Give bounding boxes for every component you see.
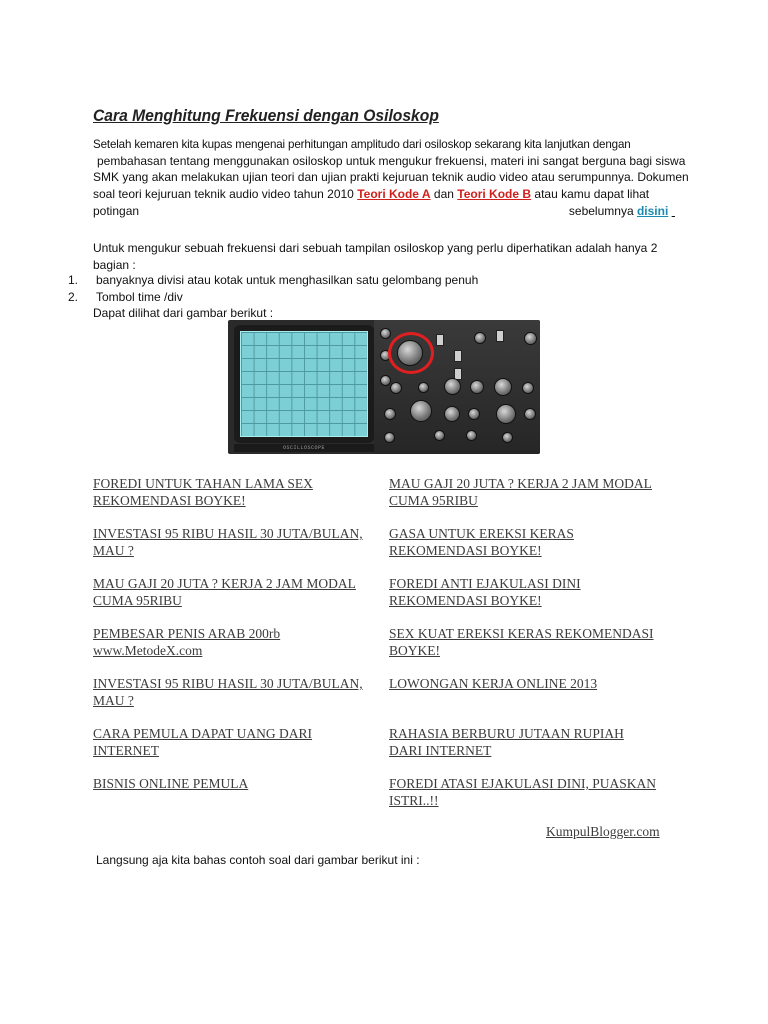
teori-kode-a-link[interactable]: Teori Kode A: [357, 187, 431, 201]
ad-link[interactable]: FOREDI ATASI EJAKULASI DINI, PUASKAN ISTRI..!!: [389, 776, 657, 808]
underscore-text: [672, 204, 675, 218]
list-item: Tombol time /div: [96, 290, 183, 304]
knob-icon: [410, 400, 432, 422]
closing-text: Langsung aja kita bahas contoh soal dari gambar berikut ini :: [96, 853, 420, 867]
intro-text: potingan: [93, 204, 140, 218]
knob-icon: [444, 406, 460, 422]
intro-text: dan: [433, 187, 454, 201]
disini-link[interactable]: disini: [636, 204, 669, 218]
second-paragraph: [93, 240, 675, 273]
para2-line: Untuk mengukur sebuah frekuensi dari sebuah tampilan osiloskop yang perlu diperhatikan adalah hanya 2: [93, 241, 658, 255]
ad-credit-link[interactable]: KumpulBlogger.com: [546, 824, 660, 839]
knob-icon: [468, 408, 480, 420]
knob-icon: [390, 382, 402, 394]
figure-caption: Dapat dilihat dari gambar berikut :: [93, 306, 274, 320]
knob-icon: [474, 332, 486, 344]
ad-link[interactable]: INVESTASI 95 RIBU HASIL 30 JUTA/BULAN, MAU ?: [93, 526, 363, 558]
knob-icon: [496, 404, 516, 424]
knob-icon: [470, 380, 484, 394]
ad-link[interactable]: CARA PEMULA DAPAT UANG DARI INTERNET: [93, 726, 313, 758]
ad-link[interactable]: MAU GAJI 20 JUTA ? KERJA 2 JAM MODAL CUMA 95RIBU: [389, 476, 652, 508]
ad-link[interactable]: RAHASIA BERBURU JUTAAN RUPIAH DARI INTERNET: [389, 726, 624, 758]
ad-link[interactable]: SEX KUAT EREKSI KERAS REKOMENDASI BOYKE!: [389, 626, 654, 658]
knob-icon: [384, 432, 395, 443]
ad-link[interactable]: GASA UNTUK EREKSI KERAS REKOMENDASI BOYKE!: [389, 526, 574, 558]
list-number: 1.: [68, 273, 79, 287]
knob-icon: [502, 432, 513, 443]
intro-paragraph: [93, 137, 689, 219]
knob-icon: [434, 430, 445, 441]
knob-icon: [522, 382, 534, 394]
ad-link[interactable]: PEMBESAR PENIS ARAB 200rb www.MetodeX.com: [93, 626, 281, 658]
scope-label: OSCILLOSCOPE: [234, 444, 374, 452]
ad-link[interactable]: BISNIS ONLINE PEMULA: [93, 776, 249, 791]
ad-link[interactable]: FOREDI ANTI EJAKULASI DINI REKOMENDASI BOYKE!: [389, 576, 581, 608]
intro-line: SMK yang akan melakukan ujian teori dan ujian prakti kejuruan teknik audio video atau serumpunnya. Dokumen: [93, 170, 689, 184]
list-item: banyaknya divisi atau kotak untuk menghasilkan satu gelombang penuh: [96, 273, 479, 287]
intro-line-links: [93, 186, 675, 202]
knob-icon: [494, 378, 512, 396]
button-icon: [436, 334, 444, 346]
knob-icon: [524, 332, 537, 345]
knob-icon: [380, 375, 391, 386]
button-icon: [496, 330, 504, 342]
knob-icon: [466, 430, 477, 441]
list-number: 2.: [68, 290, 79, 304]
time-div-knob-icon: [397, 340, 423, 366]
para2-line: bagian :: [93, 258, 136, 272]
knob-icon: [384, 408, 396, 420]
knob-icon: [524, 408, 536, 420]
intro-text: soal teori kejuruan teknik audio video tahun 2010: [93, 187, 354, 201]
oscilloscope-image: [228, 320, 540, 454]
button-icon: [454, 350, 462, 362]
intro-line: pembahasan tentang menggunakan osiloskop untuk mengukur frekuensi, materi ini sangat berguna bagi siswa: [97, 154, 686, 168]
intro-line-disini: [93, 203, 675, 219]
ad-link[interactable]: FOREDI UNTUK TAHAN LAMA SEX REKOMENDASI BOYKE!: [93, 476, 313, 508]
knob-icon: [444, 378, 461, 395]
intro-line: Setelah kemaren kita kupas mengenai perhitungan amplitudo dari osiloskop sekarang kita lanjutkan dengan: [93, 138, 631, 151]
ad-link[interactable]: LOWONGAN KERJA ONLINE 2013: [389, 676, 598, 691]
ad-link[interactable]: MAU GAJI 20 JUTA ? KERJA 2 JAM MODAL CUMA 95RIBU: [93, 576, 356, 608]
intro-text: atau kamu dapat lihat: [534, 187, 650, 201]
page-title: Cara Menghitung Frekuensi dengan Osiloskop: [93, 106, 439, 125]
intro-text-right: [569, 203, 675, 219]
scope-control-panel: [374, 320, 540, 454]
scope-screen-grid: [240, 331, 368, 437]
knob-icon: [418, 382, 429, 393]
teori-kode-b-link[interactable]: Teori Kode B: [457, 187, 532, 201]
intro-text: sebelumnya: [568, 204, 634, 218]
ad-link[interactable]: INVESTASI 95 RIBU HASIL 30 JUTA/BULAN, MAU ?: [93, 676, 363, 708]
knob-icon: [380, 328, 391, 339]
